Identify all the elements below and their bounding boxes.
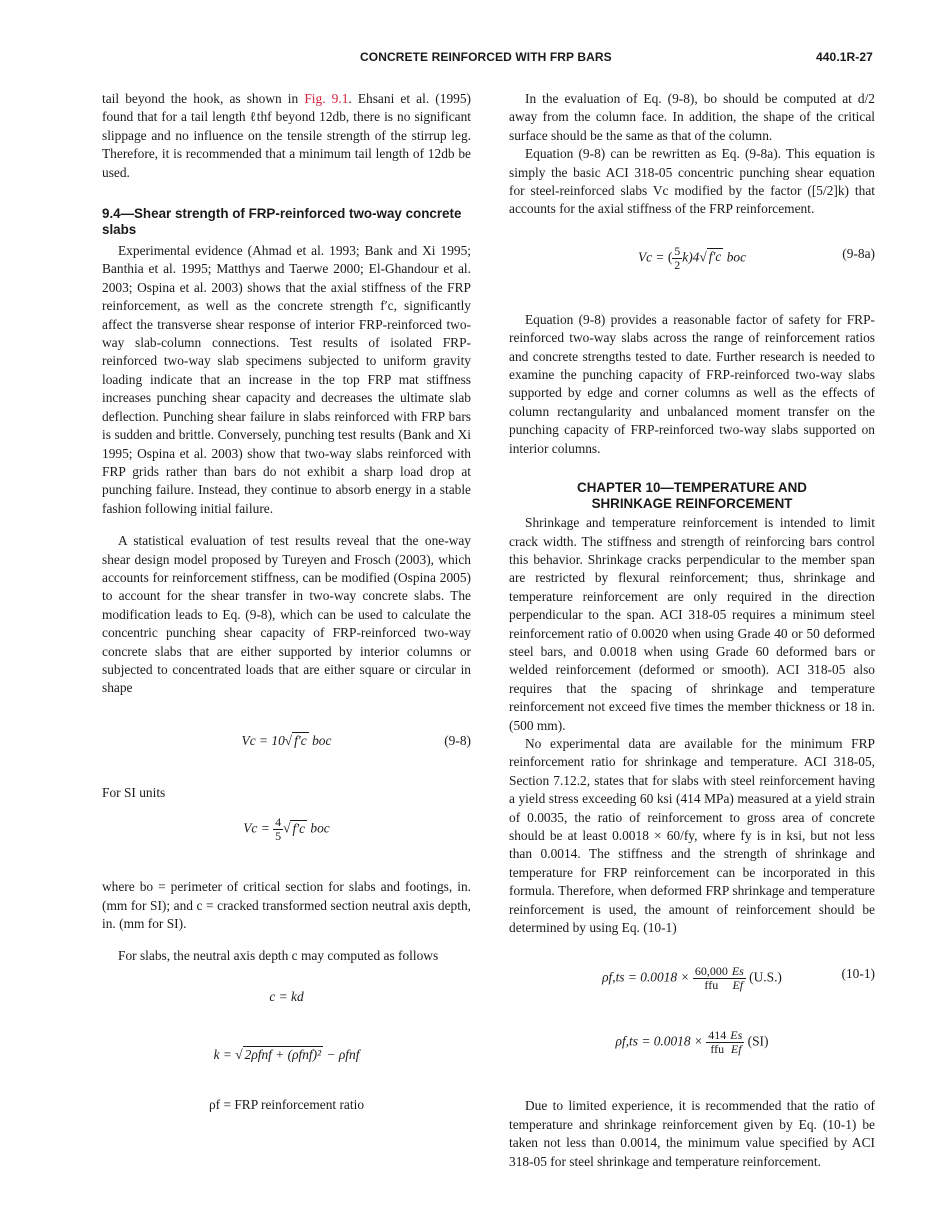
paragraph-bo-evaluation: In the evaluation of Eq. (9-8), bo should be computed at d/2 away from the column face. In addition, the shape of the critical surface should be the same as that of the column.: [509, 91, 875, 143]
eq-root: 2ρfnf + (ρfnf)²: [244, 1046, 322, 1062]
eq-text: c = kd: [269, 988, 304, 1004]
equation-9-8: Vc = 10√ f′c boc (9-8): [102, 732, 471, 754]
chapter-10-heading: [509, 480, 875, 512]
eq-text: k =: [213, 1046, 236, 1062]
text-run: tail beyond the hook, as shown in: [102, 91, 305, 106]
paragraph-no-experimental-data: No experimental data are available for the minimum FRP reinforcement ratio for shrinkage and temperature. ACI 318-05, Section 7.12.2, states that for slabs with steel reinforcement having a yield stress exceeding 60 ksi (414 MPa) measured at a yield strain of 0.0035, the ratio of reinforcement to gross area of concrete should be at least 0.0018 × 60/fy, where fy is in ksi, but not less than 0.0014. The stiffness and the strength of shrinkage and temperature for FRP reinforcement can be incorporated in this formula. Therefore, when deformed FRP shrinkage and temperature reinforcement is used, the amount of reinforcement should be determined by using Eq. (10-1): [509, 735, 875, 936]
equation-10-1-si: [509, 1029, 875, 1067]
eq-text: ρf = FRP reinforcement ratio: [208, 1096, 365, 1112]
equation-10-1: [509, 965, 875, 1003]
paragraph-hook-tail: [102, 90, 471, 182]
paragraph-statistical-evaluation: A statistical evaluation of test results reveal that the one-way shear design model proposed by Tureyen and Frosch (2003), which accounts for reinforcement stiffness, can be modified (Ospina 2005) to account for the shear transfer in two-way concrete slabs. The modification leads to Eq. (9-8), which can be used to calculate the concentric punching shear capacity of FRP-reinforced two-way concrete slabs that are either supported by interior columns or subjected to concentrated loads that are either square or circular in shape: [102, 533, 471, 696]
paragraph-eq-rewritten: Equation (9-8) can be rewritten as Eq. (9-8a). This equation is simply the basic ACI 318-05 concentric punching shear equation for steel-reinforced slabs Vc modified by the factor ([5/2]k) that accounts for the axial stiffness of the FRP reinforcement.: [509, 146, 875, 217]
chapter-heading-line: SHRINKAGE REINFORCEMENT: [591, 496, 793, 512]
running-header-title: CONCRETE REINFORCED WITH FRP BARS: [360, 50, 612, 64]
fig-9-1-link[interactable]: Fig. 9.1: [304, 91, 349, 106]
eq-text: boc: [307, 820, 330, 836]
equation-number: (10-1): [841, 966, 875, 982]
equation-number: (9-8a): [842, 245, 875, 261]
eq-root: f′c: [294, 732, 307, 748]
eq-numerator: Es: [730, 1028, 743, 1043]
for-si-label: For SI units: [102, 784, 166, 800]
eq-root: f′c: [292, 820, 306, 836]
equation-k: k = √ 2ρfnf + (ρfnf)² − ρfnf: [213, 1046, 360, 1062]
paragraph-neutral-axis: For slabs, the neutral axis depth c may computed as follows: [118, 948, 439, 964]
section-heading-9-4: 9.4—Shear strength of FRP-reinforced two-way concrete slabs: [102, 206, 462, 238]
chapter-heading-line: CHAPTER 10—TEMPERATURE AND: [577, 480, 807, 496]
paragraph-limited-experience: Due to limited experience, it is recommended that the ratio of temperature and shrinkage reinforcement given by Eq. (10-1) be taken not less than 0.0014, the minimum value specified by ACI 318-05 for steel shrinkage and temperature reinforcement.: [509, 1098, 875, 1169]
eq-denominator: ffu: [704, 978, 719, 993]
eq-denominator: Ef: [730, 1042, 742, 1057]
eq-text: Vc =: [637, 249, 668, 265]
paragraph-safety-factor: Equation (9-8) provides a reasonable factor of safety for FRP-reinforced two-way slabs across the range of reinforcement ratios and concrete strengths tested to date. Further research is needed to examine the punching capacity of FRP-reinforced two-way slabs supported by edge and corner columns as well as the effects of column rectangularity and unbalanced moment transfer on the punching capacity of FRP-reinforced two-way slabs supported on interior columns.: [509, 311, 875, 456]
left-column: [102, 90, 471, 1116]
equation-c-kd: [102, 988, 471, 1010]
equation-number: (9-8): [444, 732, 471, 748]
right-column: [509, 90, 875, 1171]
eq-text: boc: [723, 249, 747, 265]
eq-numerator: 5: [674, 243, 681, 258]
eq-unit: (U.S.): [745, 970, 782, 986]
eq-text: Vc = 10: [241, 732, 285, 748]
paragraph-where-bo: where bo = perimeter of critical section for slabs and footings, in. (mm for SI); and c = cracked transformed section neutral axis depth, in. (mm for SI).: [102, 879, 471, 931]
rho-definition: [102, 1096, 471, 1116]
eq-denominator: 5: [275, 829, 282, 844]
paragraph-shrinkage-intro: Shrinkage and temperature reinforcement is intended to limit crack width. The stiffness and strength of reinforcing bars control this behavior. Shrinkage cracks perpendicular to the member span are restricted by flexural reinforcement; thus, shrinkage and temperature reinforcement are only required in the direction perpendicular to the span. ACI 318-05 requires a minimum steel reinforcement ratio of 0.0020 when using Grade 40 or 50 deformed steel bars, and 0.0018 when using Grade 60 deformed bars or welded reinforcement (deformed or smooth). ACI 318-05 also requires that the spacing of shrinkage and temperature reinforcement not exceed five times the member thickness or 18 in. (500 mm).: [509, 515, 875, 733]
eq-numerator: 4: [275, 815, 282, 830]
eq-root: f′c: [708, 249, 722, 265]
paragraph-experimental-evidence: Experimental evidence (Ahmad et al. 1993; Bank and Xi 1995; Banthia et al. 1995; Matthys and Taerwe 2000; El-Ghandour et al. 2003; Ospina et al. 2003) shows that the axial stiffness of the FRP reinforcement, as well as the concrete strength f′c, significantly affect the transverse shear response of interior FRP-reinforced two-way slab-column connections. Test results of isolated FRP-reinforced two-way slab specimens subjected to uniform gravity loading indicate that an increase in the top FRP mat stiffness increases punching shear capacity and decreases the ultimate slab deflection. Punching shear failure in slabs reinforced with FRP bars is sudden and brittle. Conversely, punching test results (Bank and Xi 1995; Ospina et al. 2003) show that two-way slabs reinforced with FRP grids rather than bars do not exhibit a sharp load drop at punching failure. Instead, they continue to absorb energy in a stable fashion following initial failure.: [102, 243, 471, 516]
eq-text: ρf,ts = 0.0018 ×: [615, 1034, 707, 1050]
eq-denominator: Ef: [732, 978, 744, 993]
text-run: . Ehsani et al. (1995) found that for a tail length ℓthf beyond 12db, there is no significant slippage and no influence on the tensile strength of the stirrup leg. Therefore, it is recommended that a minimum tail length of 12db be used.: [102, 91, 472, 180]
page-number: 440.1R-27: [816, 50, 873, 64]
eq-text: Vc =: [243, 820, 274, 836]
eq-text: ρf,ts = 0.0018 ×: [602, 970, 693, 986]
eq-text: − ρfnf: [323, 1046, 360, 1062]
eq-numerator: Es: [731, 964, 744, 979]
equation-9-8a: Vc = ( $\frac{5}{2}$ k)4√ f′c boc (9-8a): [637, 243, 875, 272]
eq-numerator: 414: [708, 1028, 727, 1043]
equation-9-8-si: Vc = $\frac{4}{5}$ √ f′c boc: [243, 815, 330, 844]
eq-text: k)4: [682, 249, 700, 265]
eq-denominator: ffu: [710, 1042, 725, 1057]
eq-unit: (SI): [744, 1034, 769, 1050]
eq-text: boc: [308, 732, 332, 748]
eq-numerator: 60,000: [694, 964, 728, 979]
eq-denominator: 2: [674, 257, 681, 272]
